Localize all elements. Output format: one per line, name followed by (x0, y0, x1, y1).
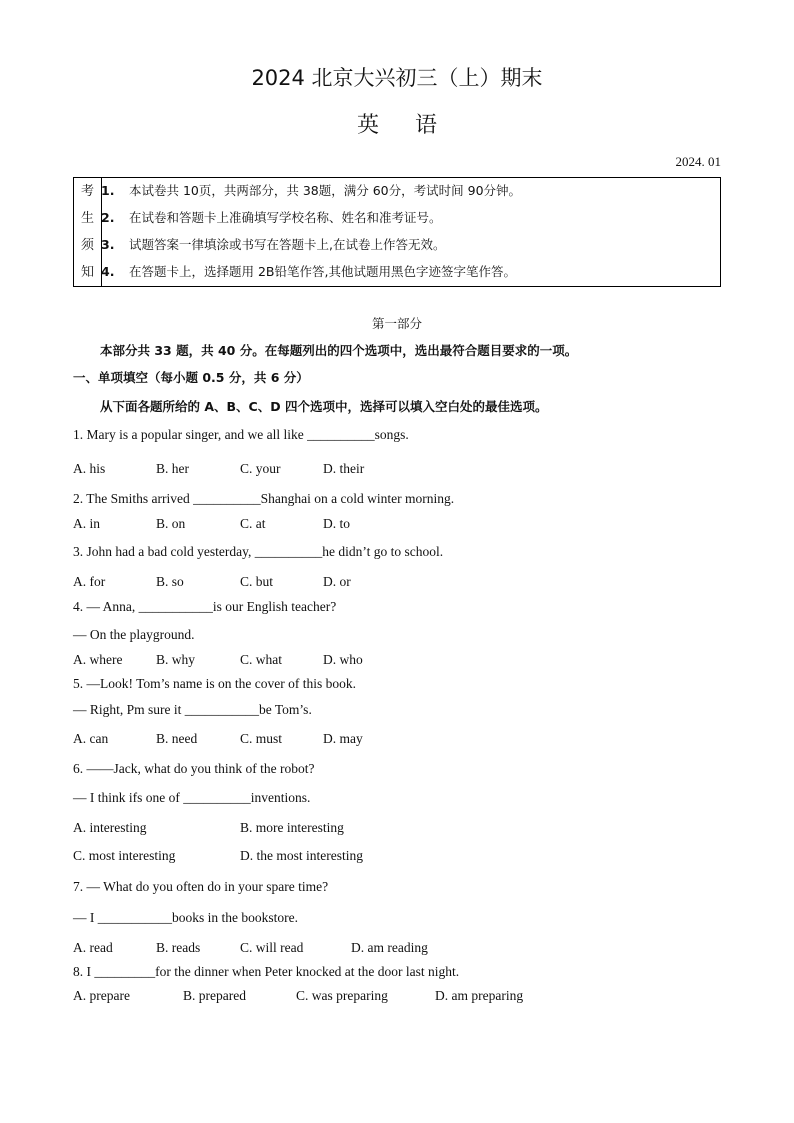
question-5-stem: 5. —Look! Tom’s name is on the cover of this book. (73, 676, 357, 691)
question-2-option-c: C. at (240, 516, 266, 531)
notice-item-text: 本试卷共 10页，共两部分，共 38题，满分 60分，考试时间 90分钟。 (129, 183, 522, 198)
question-7-option-b: B. reads (156, 940, 201, 955)
notice-item-number: 4. (101, 264, 115, 279)
question-6-stem: 6. ——Jack, what do you think of the robot? (73, 761, 315, 776)
question-3-option-d: D. or (323, 574, 351, 589)
question-5-reply: — Right, Pm sure it ___________be Tom’s. (73, 702, 312, 717)
question-7-reply: — I ___________books in the bookstore. (73, 910, 298, 925)
question-8-stem: 8. I _________for the dinner when Peter knocked at the door last night. (73, 964, 460, 979)
question-7-option-a: A. read (73, 940, 113, 955)
notice-side-char: 生 (80, 211, 94, 226)
notice-box (73, 177, 721, 287)
question-2-option-b: B. on (156, 516, 186, 531)
notice-side-char: 知 (80, 265, 94, 280)
notice-side-label (74, 178, 102, 286)
question-1-option-a: A. his (73, 461, 106, 476)
question-1-option-b: B. her (156, 461, 189, 476)
question-1-option-c: C. your (240, 461, 281, 476)
question-7-option-c: C. will read (240, 940, 304, 955)
notice-item-text: 试题答案一律填涂或书写在答题卡上,在试卷上作答无效。 (129, 237, 446, 252)
notice-side-char: 考 (80, 184, 94, 199)
question-8-option-b: B. prepared (183, 988, 246, 1003)
page-title: 2024 北京大兴初三（上）期末 (251, 66, 543, 90)
question-3-option-b: B. so (156, 574, 184, 589)
notice-item-number: 2. (101, 210, 115, 225)
section-instruction: 从下面各题所给的 A、B、C、D 四个选项中，选择可以填入空白处的最佳选项。 (100, 399, 548, 414)
question-5-option-b: B. need (156, 731, 198, 746)
question-3-stem: 3. John had a bad cold yesterday, __________he didn’t go to school. (73, 544, 444, 559)
notice-item-text: 在试卷和答题卡上准确填写学校名称、姓名和准考证号。 (129, 210, 442, 225)
notice-item-number: 3. (101, 237, 115, 252)
question-6-option-a: A. interesting (73, 820, 147, 835)
subject-title: 英语 (356, 113, 473, 138)
question-6-option-b: B. more interesting (240, 820, 344, 835)
question-8-option-c: C. was preparing (296, 988, 388, 1003)
part-heading: 第一部分 (371, 316, 422, 331)
question-6-option-c: C. most interesting (73, 848, 176, 863)
notice-item (101, 208, 442, 226)
question-8-option-a: A. prepare (73, 988, 130, 1003)
question-8-option-d: D. am preparing (435, 988, 524, 1003)
question-6-option-d: D. the most interesting (240, 848, 363, 863)
question-2-option-d: D. to (323, 516, 350, 531)
notice-item (101, 235, 445, 253)
question-4-option-d: D. who (323, 652, 363, 667)
question-7-option-d: D. am reading (351, 940, 428, 955)
question-5-option-d: D. may (323, 731, 363, 746)
question-5-option-a: A. can (73, 731, 109, 746)
notice-side-char: 须 (80, 238, 94, 253)
question-3-option-c: C. but (240, 574, 274, 589)
exam-date: 2024. 01 (675, 154, 721, 169)
notice-item (101, 181, 521, 199)
notice-item-number: 1. (101, 183, 115, 198)
question-2-stem: 2. The Smiths arrived __________Shanghai on a cold winter morning. (73, 491, 455, 506)
question-4-option-c: C. what (240, 652, 282, 667)
question-4-option-a: A. where (73, 652, 123, 667)
question-7-stem: 7. — What do you often do in your spare time? (73, 879, 329, 894)
notice-item (101, 262, 516, 280)
question-6-reply: — I think ifs one of __________inventions. (73, 790, 311, 805)
question-4-option-b: B. why (156, 652, 196, 667)
question-5-option-c: C. must (240, 731, 283, 746)
question-1-stem: 1. Mary is a popular singer, and we all like __________songs. (73, 427, 409, 442)
question-3-option-a: A. for (73, 574, 106, 589)
question-4-stem: 4. — Anna, ___________is our English teacher? (73, 599, 337, 614)
question-4-reply: — On the playground. (73, 627, 195, 642)
section-title: 一、单项填空（每小题 0.5 分，共 6 分） (73, 370, 309, 385)
question-1-option-d: D. their (323, 461, 365, 476)
question-2-option-a: A. in (73, 516, 100, 531)
notice-item-text: 在答题卡上，选择题用 2B铅笔作答,其他试题用黑色字迹签字笔作答。 (129, 264, 516, 279)
part-intro: 本部分共 33 题，共 40 分。在每题列出的四个选项中，选出最符合题目要求的一项。 (100, 343, 578, 358)
